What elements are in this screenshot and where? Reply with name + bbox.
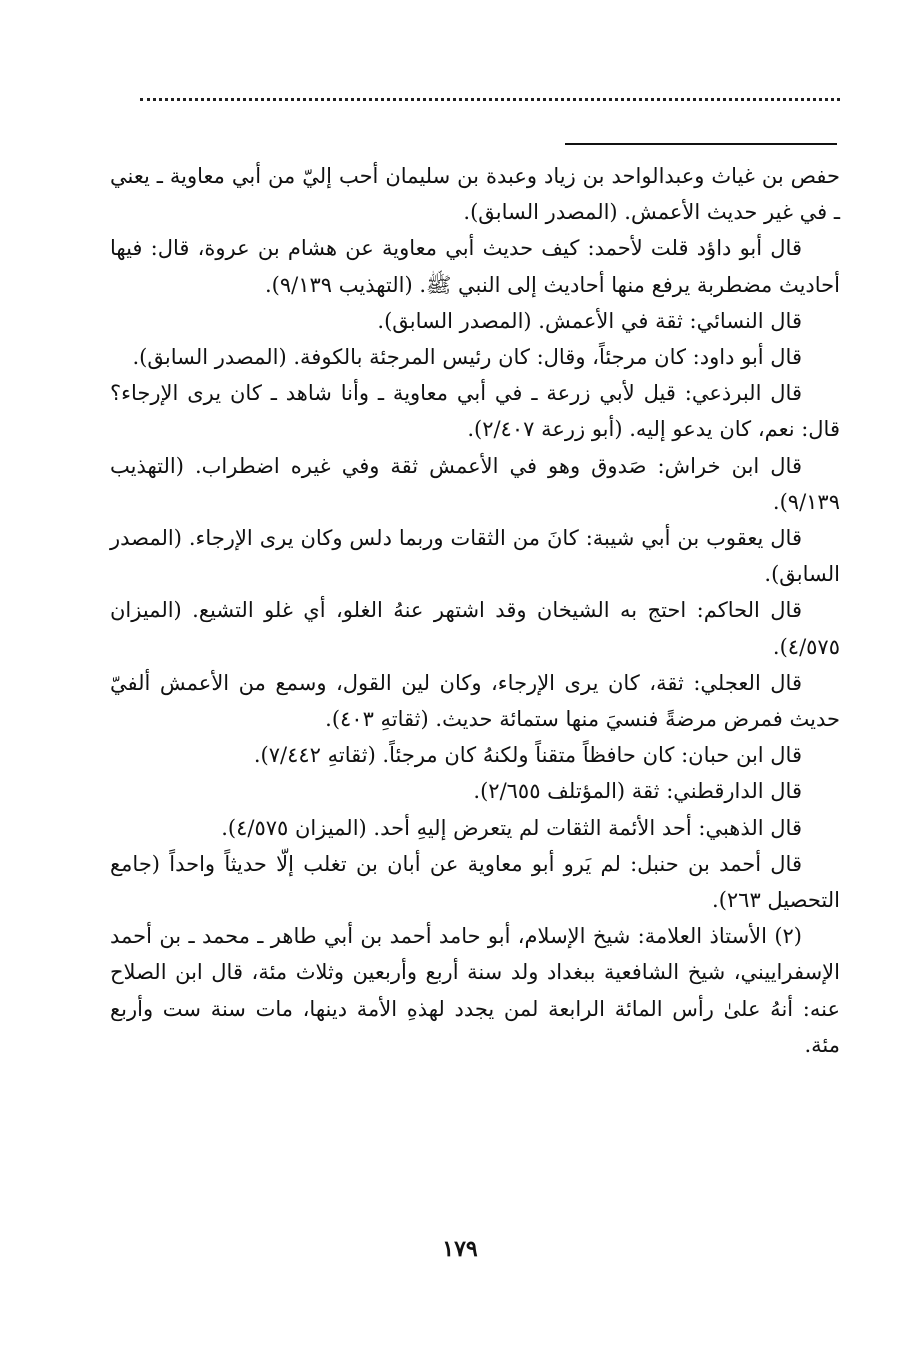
- paragraph: قال الحاكم: احتج به الشيخان وقد اشتهر عنهُ الغلو، أي غلو التشيع. (الميزان ٤/٥٧٥).: [110, 598, 840, 659]
- paragraph: قال يعقوب بن أبي شيبة: كانَ من الثقات وربما دلس وكان يرى الإرجاء. (المصدر السابق).: [110, 526, 840, 587]
- paragraph: قال ابن حبان: كان حافظاً متقناً ولكنهُ كان مرجئاً. (ثقاتهِ ٧/٤٤٢).: [253, 743, 802, 768]
- paragraph: حفص بن غياث وعبدالواحد بن زياد وعبدة بن سليمان أحب إليّ من أبي معاوية ـ يعني ـ في غير حديث الأعمش. (المصدر السابق).: [110, 164, 840, 225]
- paragraph: قال النسائي: ثقة في الأعمش. (المصدر السابق).: [377, 308, 802, 333]
- paragraph: قال البرذعي: قيل لأبي زرعة ـ في أبي معاوية ـ وأنا شاهد ـ كان يرى الإرجاء؟ قال: نعم، كان يدعو إليه. (أبو زرعة ٢/٤٠٧).: [110, 381, 840, 442]
- paragraph: قال ابن خراش: صَدوق وهو في الأعمش ثقة وفي غيره اضطراب. (التهذيب ٩/١٣٩).: [110, 453, 840, 514]
- paragraph: قال العجلي: ثقة، كان يرى الإرجاء، وكان لين القول، وسمع من الأعمش ألفيّ حديث فمرض مرضةً فنسيَ منها ستمائة حديث. (ثقاتهِ ٤٠٣).: [110, 670, 840, 732]
- paragraph: قال الذهبي: أحد الأئمة الثقات لم يتعرض إليهِ أحد. (الميزان ٤/٥٧٥).: [221, 815, 802, 840]
- footnote-separator-rule: [565, 143, 837, 145]
- header-dotted-rule: [140, 98, 840, 105]
- page-number: ١٧٩: [442, 1236, 478, 1262]
- paragraph: (٢) الأستاذ العلامة: شيخ الإسلام، أبو حامد أحمد بن أبي طاهر ـ محمد ـ بن أحمد الإسفراييني، شيخ الشافعية ببغداد ولد سنة أربع وأربعين وثلاث مئة، قال ابن الصلاح عنه: أنهُ علىٰ رأس المائة الرابعة لمن يجدد لهذهِ الأمة دينها، مات سنة ست وأربع مئة.: [110, 924, 840, 1057]
- paragraph: قال أبو داود: كان مرجئاً، وقال: كان رئيس المرجئة بالكوفة. (المصدر السابق).: [132, 345, 802, 370]
- paragraph: قال أحمد بن حنبل: لم يَرو أبو معاوية عن أبان بن تغلب إلّا حديثاً واحداً (جامع التحصيل ٢٦٣).: [110, 851, 840, 913]
- paragraph: قال الدارقطني: ثقة (المؤتلف ٢/٦٥٥).: [473, 779, 802, 804]
- footnote-text: [110, 158, 840, 1063]
- paragraph: قال أبو داؤد قلت لأحمد: كيف حديث أبي معاوية عن هشام بن عروة، قال: فيها أحاديث مضطربة يرفع منها أحاديث إلى النبي ﷺ. (التهذيب ٩/١٣٩).: [110, 236, 840, 297]
